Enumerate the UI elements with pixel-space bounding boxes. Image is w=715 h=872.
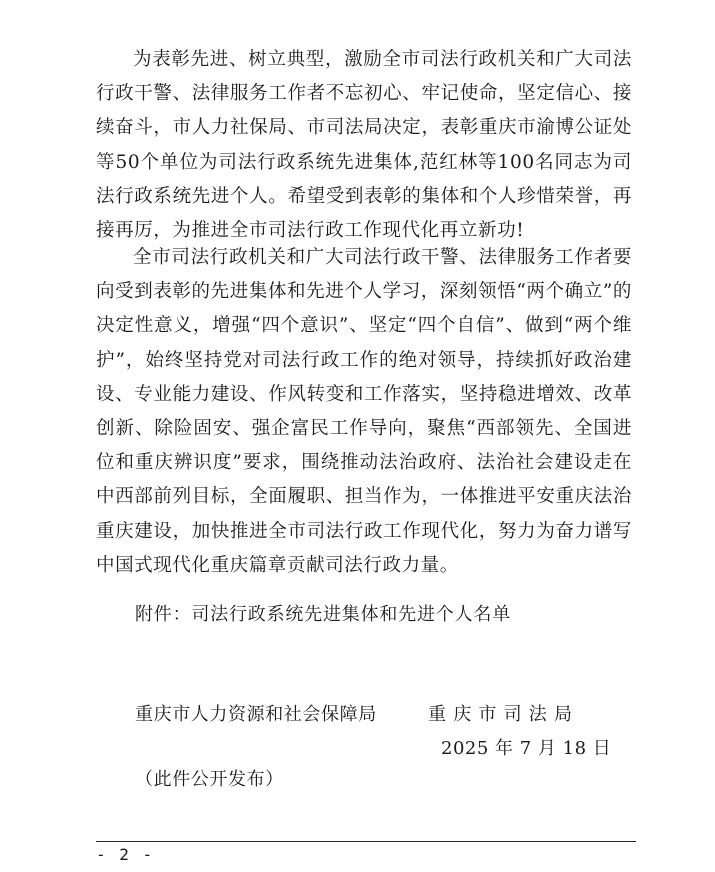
issuer-hr-bureau: 重庆市人力资源和社会保障局 [135, 704, 377, 725]
paragraph-call-to-action: 全市司法行政机关和广大司法行政干警、法律服务工作者要向受到表彰的先进集体和先进个人学习，深刻领悟“两个确立”的决定性意义，增强“四个意识”、坚定“四个自信”、做到“两个维护”，始终坚持党对司法行政工作的绝对领导，持续抓好政治建设、专业能力建设、作风转变和工作落实，坚持稳进增效、改革创新、除险固安、强企富民工作导向，聚焦“西部领先、全国进位和重庆辨识度”要求，围绕推动法治政府、法治社会建设走在中西部前列目标，全面履职、担当作为，一体推进平安重庆法治重庆建设，加快推进全市司法行政工作现代化，努力为奋力谱写中国式现代化重庆篇章贡献司法行政力量。 [96, 247, 632, 576]
footer-divider [96, 841, 636, 842]
paragraph-commendation: 为表彰先进、树立典型，激励全市司法行政机关和广大司法行政干警、法律服务工作者不忘初心、牢记使命，坚定信心、接续奋斗，市人力社保局、市司法局决定，表彰重庆市渝博公证处等50个单位为司法行政系统先进集体,范红林等100名同志为司法行政系统先进个人。希望受到表彰的集体和个人珍惜荣誉，再接再厉，为推进全市司法行政工作现代化再立新功! [96, 49, 632, 242]
publish-note: （此件公开发布） [135, 769, 284, 790]
issue-date: 2025 年 7 月 18 日 [441, 738, 612, 759]
attachment-line: 附件：司法行政系统先进集体和先进个人名单 [135, 604, 511, 625]
page-number: - 2 - [96, 845, 155, 864]
issuer-justice-bureau: 重庆市司法局 [428, 704, 580, 725]
